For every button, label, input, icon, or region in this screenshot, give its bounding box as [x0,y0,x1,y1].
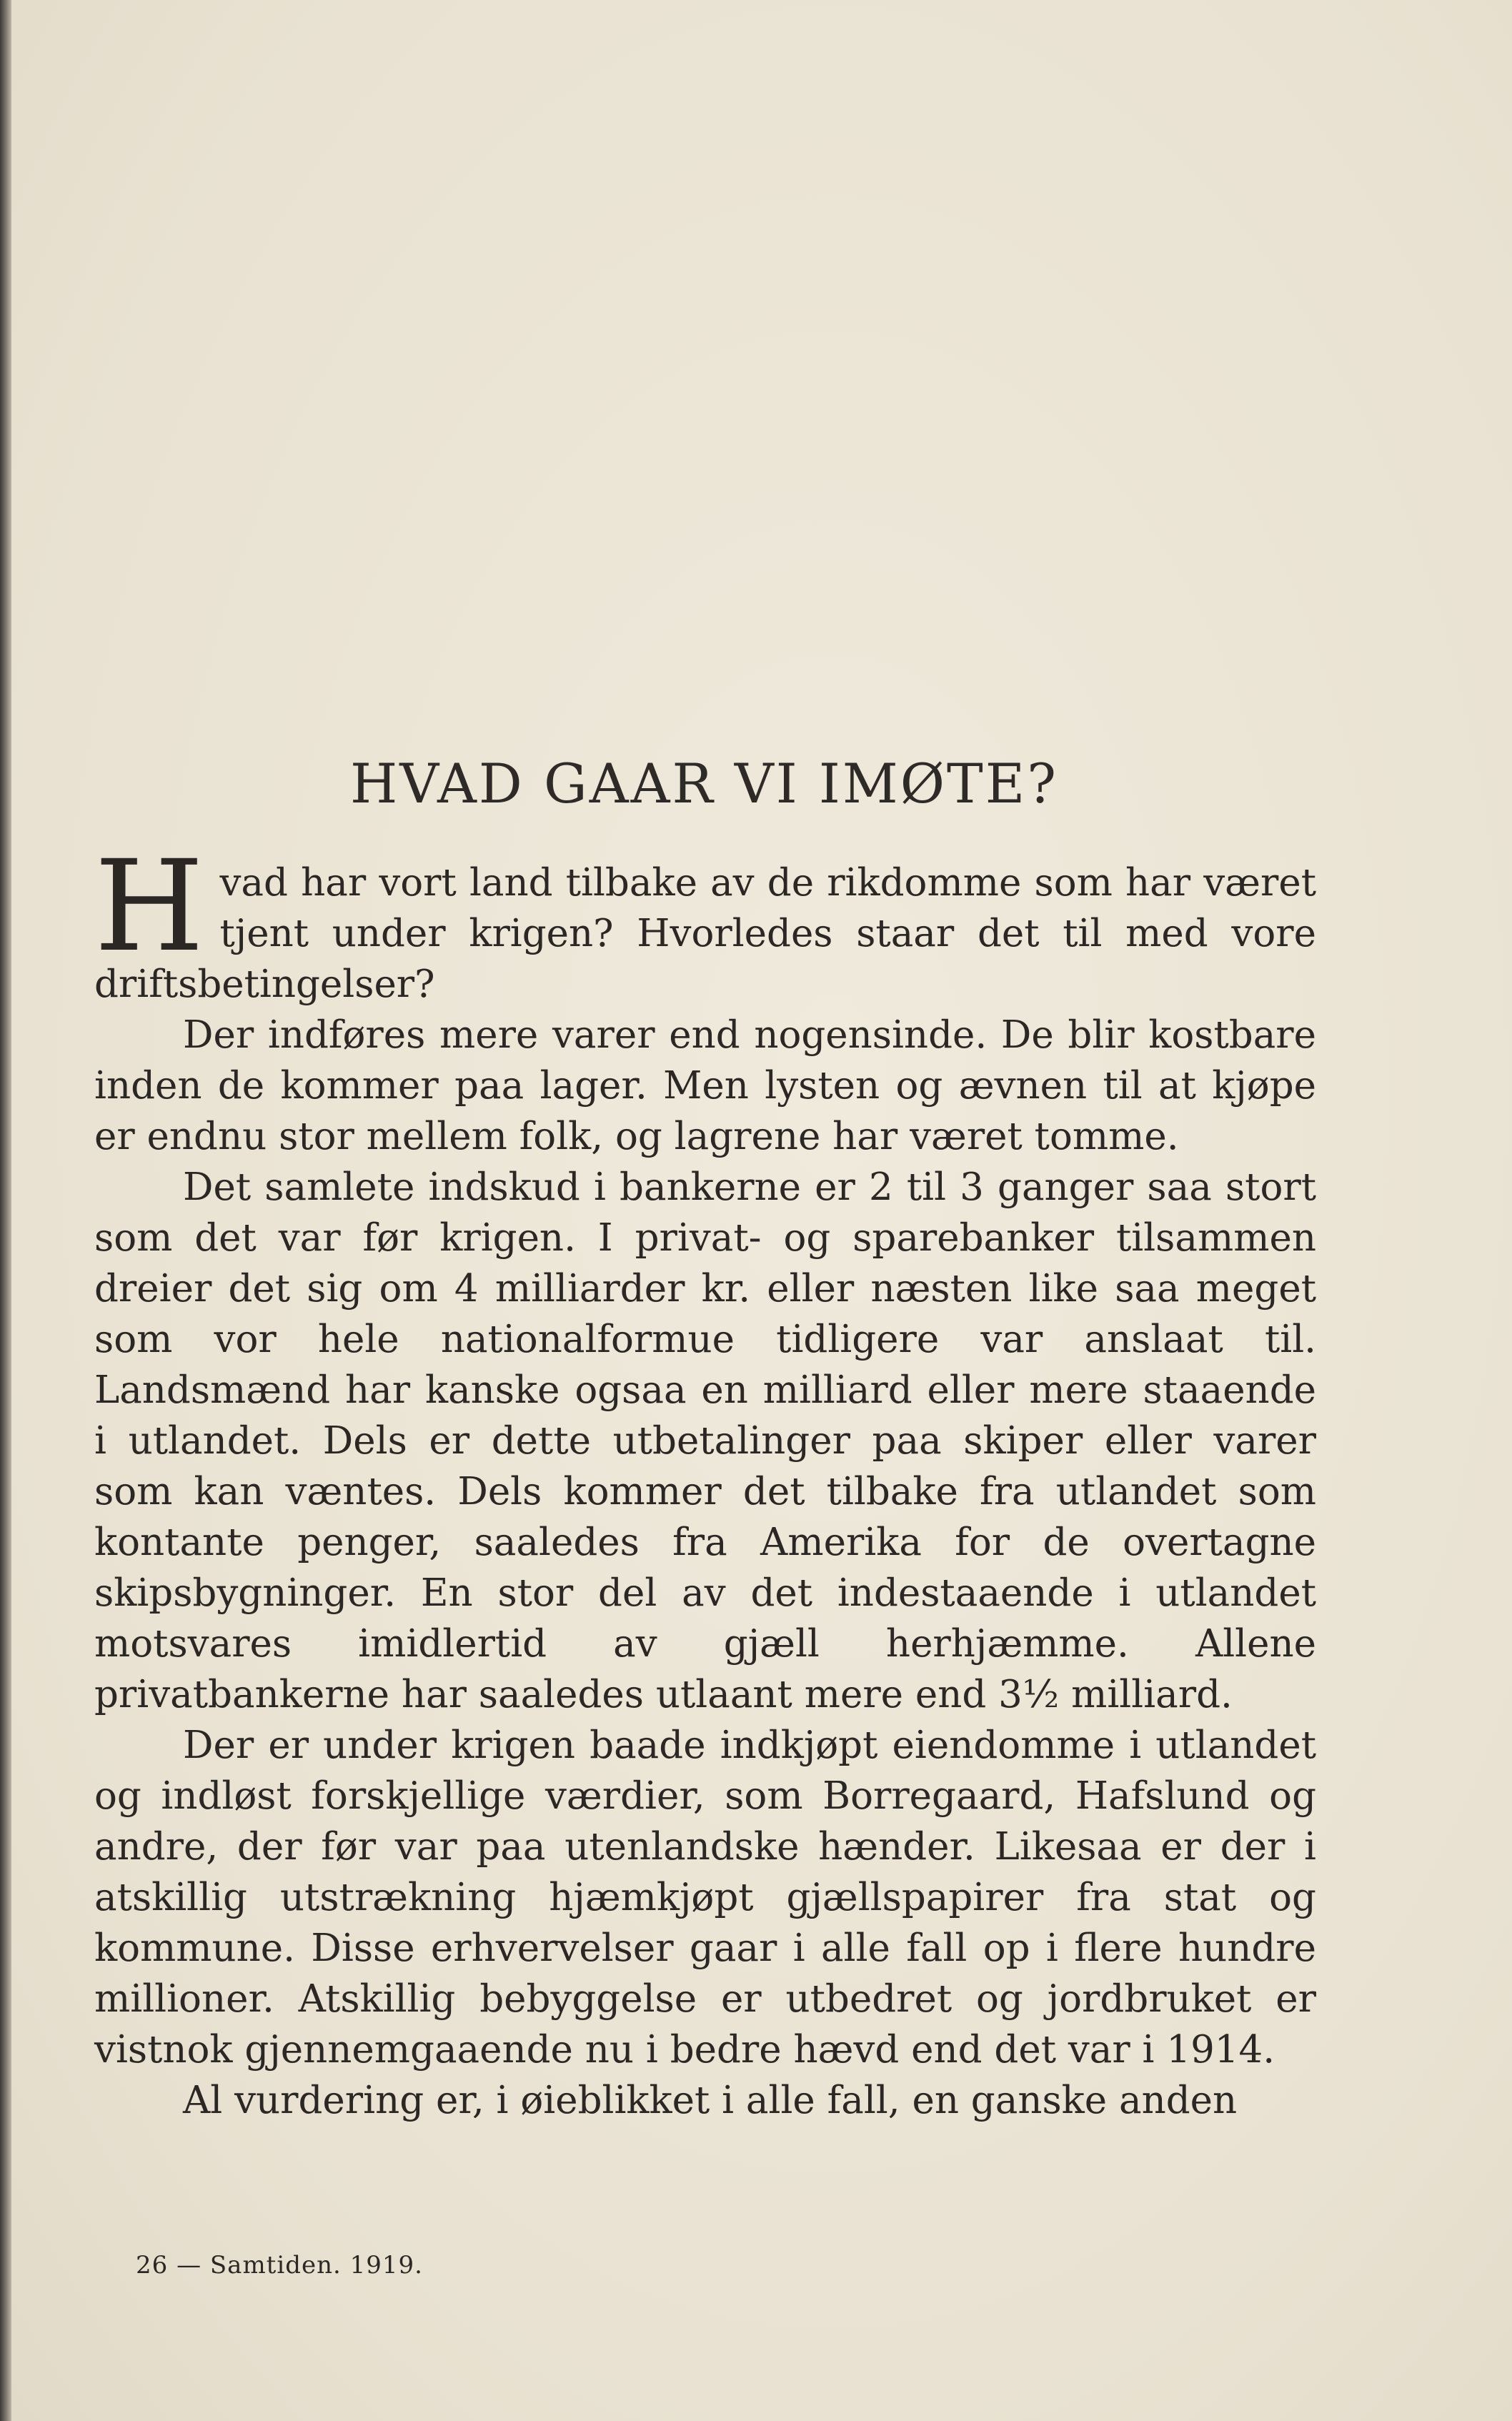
paragraph-4: Der er under krigen baade indkjøpt eiendomme i utlandet og indløst forskjellige værdier, som Borregaard, Hafslund og andre, der før var paa utenlandske hænder. Likesaa er der i atskillig utstrækning hjæmkjøpt gjællspapirer fra stat og kommune. Disse erhvervelser gaar i alle fall op i flere hundre millioner. Atskillig bebyggelse er utbedret og jordbruket er vistnok gjennemgaaende nu i bedre hævd end det var i 1914. [94,1724,1316,2072]
paragraph-1-text: vad har vort land tilbake av de rikdomme som har været tjent under krigen? Hvorledes staar det til med vore driftsbetingelser? [94,861,1316,1006]
page-binding-edge [0,0,11,2421]
paragraph-1 [94,833,1316,1010]
drop-cap: H [94,833,204,980]
printer-signature: 26 — Samtiden. 1919. [136,2251,423,2280]
article-body [94,833,1316,2126]
article-title: HVAD GAAR VI IMØTE? [350,752,1058,815]
paragraph-3: Det samlete indskud i bankerne er 2 til 3 ganger saa stort som det var før krigen. I privat- og sparebanker tilsammen dreier det sig om 4 milliarder kr. eller næsten like saa meget som vor hele nationalformue tidligere var anslaat til. Landsmænd har kanske ogsaa en milliard eller mere staaende i utlandet. Dels er dette utbetalinger paa skiper eller varer som kan væntes. Dels kommer det tilbake fra utlandet som kontante penger, saaledes fra Amerika for de overtagne skipsbygninger. En stor del av det indestaaende i utlandet motsvares imidlertid av gjæll herhjæmme. Allene privatbankerne har saaledes utlaant mere end 3½ milliard. [94,1165,1316,1716]
paragraph-2: Der indføres mere varer end nogensinde. De blir kostbare inden de kommer paa lager. Men lysten og ævnen til at kjøpe er endnu stor mellem folk, og lagrene har været tomme. [94,1013,1316,1158]
paragraph-5: Al vurdering er, i øieblikket i alle fall, en ganske anden [183,2079,1238,2122]
